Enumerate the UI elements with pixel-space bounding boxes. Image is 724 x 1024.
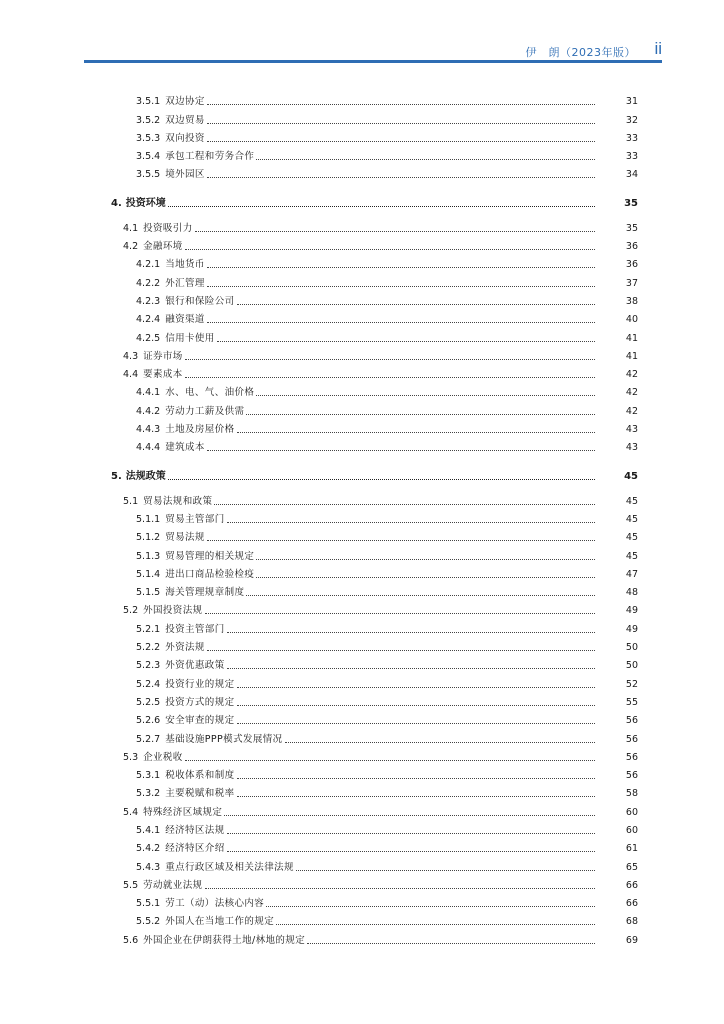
toc-entry-page: 61 [625,843,638,855]
toc-entry-title: 海关管理规章制度 [165,587,245,599]
toc-entry[interactable] [0,489,724,507]
toc-dot-leader [256,559,595,560]
header-title: 伊 朗（2023年版） [525,46,636,59]
toc-entry-number: 5.2.5 [136,696,161,708]
toc-entry-title: 贸易主管部门 [165,513,225,525]
toc-entry-number: 5.3.1 [136,770,161,782]
toc-entry-page: 55 [625,696,638,708]
toc-entry-page: 33 [625,132,638,144]
toc-entry-title: 银行和保险公司 [165,295,235,307]
toc-dot-leader [237,304,596,305]
toc-dot-leader [207,450,595,451]
toc-entry-page: 66 [625,898,638,910]
toc-entry-number: 5.2 [123,605,139,617]
toc-dot-leader [227,522,595,523]
toc-entry-number: 5.3 [123,751,139,763]
toc-dot-leader [256,577,595,578]
header-rule [84,60,662,63]
toc-entry[interactable] [0,187,724,210]
toc-entry-title: 投资吸引力 [143,222,193,234]
toc-entry-page: 42 [625,405,638,417]
toc-dot-leader [185,760,595,761]
toc-entry[interactable] [0,108,724,126]
toc-entry-page: 33 [625,151,638,163]
toc-entry[interactable] [0,271,724,289]
toc-entry-title: 信用卡使用 [165,332,215,344]
toc-entry-number: 5.4.2 [136,843,161,855]
toc-dot-leader [227,632,595,633]
toc-entry-title: 双边贸易 [165,114,205,126]
toc-dot-leader [256,159,595,160]
toc-entry-title: 贸易管理的相关规定 [165,550,255,562]
toc-entry-title: 双边协定 [165,96,205,108]
toc-entry[interactable] [0,216,724,234]
toc-entry-page: 31 [625,96,638,108]
toc-entry-title: 土地及房屋价格 [165,424,235,436]
toc-entry-title: 外国企业在伊朗获得土地/林地的规定 [143,934,306,946]
toc-entry-page: 42 [625,369,638,381]
toc-entry-title: 贸易法规和政策 [143,495,213,507]
toc-entry[interactable] [0,235,724,253]
toc-entry-title: 劳动力工薪及供需 [165,405,245,417]
toc-entry-title: 境外园区 [165,169,205,181]
toc-entry-page: 69 [625,934,638,946]
toc-dot-leader [237,796,596,797]
toc-dot-leader [237,687,596,688]
toc-entry-title: 企业税收 [143,751,183,763]
toc-entry-number: 4.2.1 [136,259,161,271]
toc-entry-title: 双向投资 [165,132,205,144]
toc-entry-page: 50 [625,660,638,672]
toc-entry-page: 58 [625,788,638,800]
toc-dot-leader [266,906,595,907]
toc-entry-page: 68 [625,916,638,928]
page-header [0,0,724,64]
toc-entry-number: 5.2.3 [136,660,161,672]
toc-entry[interactable] [0,563,724,581]
toc-entry-page: 36 [625,259,638,271]
toc-entry-page: 35 [625,222,638,234]
toc-entry-title: 当地货币 [165,259,205,271]
toc-entry-page: 45 [625,513,638,525]
toc-dot-leader [227,851,595,852]
toc-entry-page: 49 [625,623,638,635]
toc-entry-page: 56 [625,751,638,763]
toc-entry-page: 41 [625,332,638,344]
toc-entry-title: 建筑成本 [165,442,205,454]
toc-entry[interactable] [0,782,724,800]
toc-entry-page: 45 [625,532,638,544]
toc-entry-number: 5.2.1 [136,623,161,635]
toc-dot-leader [205,888,595,889]
toc-dot-leader [276,924,595,925]
toc-dot-leader [227,668,595,669]
toc-entry-title: 投资行业的规定 [165,678,235,690]
toc-dot-leader [207,267,595,268]
toc-entry-page: 56 [625,733,638,745]
toc-entry[interactable] [0,436,724,454]
toc-entry-page: 42 [625,387,638,399]
toc-entry-page: 45 [625,495,638,507]
toc-entry-number: 3.5.4 [136,151,161,163]
toc-entry-number: 5.1.1 [136,513,161,525]
toc-entry-page: 65 [625,861,638,873]
toc-entry-page: 34 [625,169,638,181]
toc-entry-title: 贸易法规 [165,532,205,544]
toc-entry-number: 3.5.2 [136,114,161,126]
toc-entry-page: 60 [625,806,638,818]
toc-entry[interactable] [0,727,724,745]
toc-entry-title: 融资渠道 [165,314,205,326]
toc-entry-page: 66 [625,879,638,891]
toc-entry[interactable] [0,90,724,108]
toc-entry-number: 5.1 [123,495,139,507]
toc-entry-number: 4. [111,198,122,210]
toc-entry-number: 5.4 [123,806,139,818]
toc-entry-number: 4.4 [123,369,139,381]
toc-entry[interactable] [0,145,724,163]
toc-entry[interactable] [0,672,724,690]
toc-entry[interactable] [0,290,724,308]
toc-dot-leader [207,123,595,124]
toc-entry-title: 经济特区法规 [165,824,225,836]
toc-dot-leader [246,595,595,596]
toc-entry[interactable] [0,526,724,544]
toc-entry-title: 外资法规 [165,642,205,654]
toc-entry[interactable] [0,764,724,782]
toc-dot-leader [207,650,595,651]
toc-entry-title: 外资优惠政策 [165,660,225,672]
toc-dot-leader [207,177,595,178]
toc-entry-title: 金融环境 [143,241,183,253]
toc-entry-page: 56 [625,715,638,727]
toc-entry[interactable] [0,800,724,818]
toc-entry-number: 4.1 [123,222,139,234]
toc-entry[interactable] [0,163,724,181]
toc-entry-number: 5.4.3 [136,861,161,873]
toc-entry-title: 税收体系和制度 [165,770,235,782]
toc-entry-title: 特殊经济区域规定 [143,806,223,818]
toc-dot-leader [195,231,595,232]
toc-dot-leader [168,206,595,207]
toc-dot-leader [224,815,595,816]
toc-entry-page: 60 [625,824,638,836]
toc-entry[interactable] [0,345,724,363]
toc-entry-title: 外国投资法规 [143,605,203,617]
toc-entry-number: 5.1.2 [136,532,161,544]
toc-entry-page: 37 [625,277,638,289]
toc-dot-leader [307,943,595,944]
toc-entry-title: 劳动就业法规 [143,879,203,891]
toc-entry-number: 5.6 [123,934,139,946]
toc-entry-page: 56 [625,770,638,782]
toc-entry-page: 43 [625,442,638,454]
toc-entry[interactable] [0,127,724,145]
table-of-contents [0,90,724,947]
toc-entry-page: 52 [625,678,638,690]
toc-entry-title: 外国人在当地工作的规定 [165,916,275,928]
toc-entry[interactable] [0,709,724,727]
toc-dot-leader [246,414,595,415]
toc-dot-leader [207,104,595,105]
toc-dot-leader [185,249,595,250]
toc-dot-leader [237,705,596,706]
toc-entry-page: 50 [625,642,638,654]
toc-entry-number: 4.3 [123,350,139,362]
toc-entry-number: 5.4.1 [136,824,161,836]
toc-dot-leader [285,742,595,743]
toc-entry-title: 经济特区介绍 [165,843,225,855]
toc-entry-title: 劳工（动）法核心内容 [165,898,265,910]
toc-entry-number: 3.5.1 [136,96,161,108]
toc-entry-number: 4.2.2 [136,277,161,289]
toc-entry-page: 48 [625,587,638,599]
toc-dot-leader [227,833,595,834]
toc-entry-number: 5.2.7 [136,733,161,745]
toc-entry-title: 进出口商品检验检疫 [165,568,255,580]
toc-entry-number: 5.5.2 [136,916,161,928]
toc-dot-leader [296,870,595,871]
toc-entry-number: 5.1.3 [136,550,161,562]
toc-entry-title: 投资主管部门 [165,623,225,635]
toc-entry[interactable] [0,928,724,946]
toc-entry[interactable] [0,381,724,399]
toc-entry-number: 5.5 [123,879,139,891]
toc-dot-leader [217,341,595,342]
toc-entry[interactable] [0,746,724,764]
toc-entry-number: 4.4.3 [136,424,161,436]
toc-entry-number: 4.4.4 [136,442,161,454]
toc-entry-number: 5.2.2 [136,642,161,654]
toc-entry-page: 45 [624,471,638,483]
toc-entry-number: 4.2.5 [136,332,161,344]
toc-entry-number: 4.2.4 [136,314,161,326]
toc-dot-leader [256,395,595,396]
toc-entry-page: 49 [625,605,638,617]
toc-entry-page: 43 [625,424,638,436]
toc-entry[interactable] [0,581,724,599]
toc-entry-number: 5.2.6 [136,715,161,727]
toc-entry[interactable] [0,399,724,417]
toc-entry-number: 4.2.3 [136,295,161,307]
toc-entry-title: 要素成本 [143,369,183,381]
toc-entry-title: 外汇管理 [165,277,205,289]
toc-entry-title: 基础设施PPP模式发展情况 [165,733,283,745]
toc-dot-leader [185,377,595,378]
toc-entry-title: 重点行政区域及相关法律法规 [165,861,294,873]
toc-entry-number: 3.5.5 [136,169,161,181]
toc-dot-leader [207,141,595,142]
toc-entry[interactable] [0,508,724,526]
toc-dot-leader [207,322,595,323]
toc-entry-number: 4.4.2 [136,405,161,417]
toc-entry-number: 5.2.4 [136,678,161,690]
toc-entry[interactable] [0,253,724,271]
toc-entry[interactable] [0,910,724,928]
toc-entry-page: 36 [625,241,638,253]
toc-dot-leader [168,479,595,480]
toc-entry[interactable] [0,837,724,855]
toc-entry-title: 投资方式的规定 [165,696,235,708]
toc-entry[interactable] [0,308,724,326]
toc-entry-page: 40 [625,314,638,326]
toc-dot-leader [207,540,595,541]
toc-entry-page: 32 [625,114,638,126]
toc-entry-number: 3.5.3 [136,132,161,144]
toc-entry-number: 4.4.1 [136,387,161,399]
toc-entry-number: 5.1.4 [136,568,161,580]
toc-entry-page: 45 [625,550,638,562]
toc-dot-leader [237,723,596,724]
toc-entry[interactable] [0,418,724,436]
toc-entry[interactable] [0,855,724,873]
toc-entry[interactable] [0,654,724,672]
toc-entry[interactable] [0,892,724,910]
toc-entry-number: 5.1.5 [136,587,161,599]
toc-entry[interactable] [0,636,724,654]
toc-entry[interactable] [0,691,724,709]
toc-entry-number: 5. [111,471,122,483]
toc-dot-leader [237,778,596,779]
toc-entry-title: 投资环境 [125,198,166,210]
toc-entry-page: 38 [625,295,638,307]
toc-dot-leader [205,613,595,614]
toc-entry[interactable] [0,599,724,617]
toc-entry[interactable] [0,460,724,483]
toc-entry-title: 安全审查的规定 [165,715,235,727]
toc-dot-leader [214,504,595,505]
toc-entry[interactable] [0,544,724,562]
toc-entry-page: 47 [625,568,638,580]
toc-entry-page: 41 [625,350,638,362]
toc-entry[interactable] [0,326,724,344]
toc-entry-title: 承包工程和劳务合作 [165,151,255,163]
toc-dot-leader [207,286,595,287]
toc-dot-leader [237,432,596,433]
toc-entry-title: 证券市场 [143,350,183,362]
toc-entry-page: 35 [624,198,638,210]
toc-entry-number: 4.2 [123,241,139,253]
toc-entry-title: 水、电、气、油价格 [165,387,255,399]
toc-entry-number: 5.5.1 [136,898,161,910]
toc-entry-title: 法规政策 [125,471,166,483]
toc-entry[interactable] [0,819,724,837]
toc-dot-leader [185,359,595,360]
header-page-number: ii [654,39,662,58]
toc-entry[interactable] [0,874,724,892]
toc-entry-title: 主要税赋和税率 [165,788,235,800]
toc-entry-number: 5.3.2 [136,788,161,800]
toc-entry[interactable] [0,617,724,635]
toc-entry[interactable] [0,363,724,381]
